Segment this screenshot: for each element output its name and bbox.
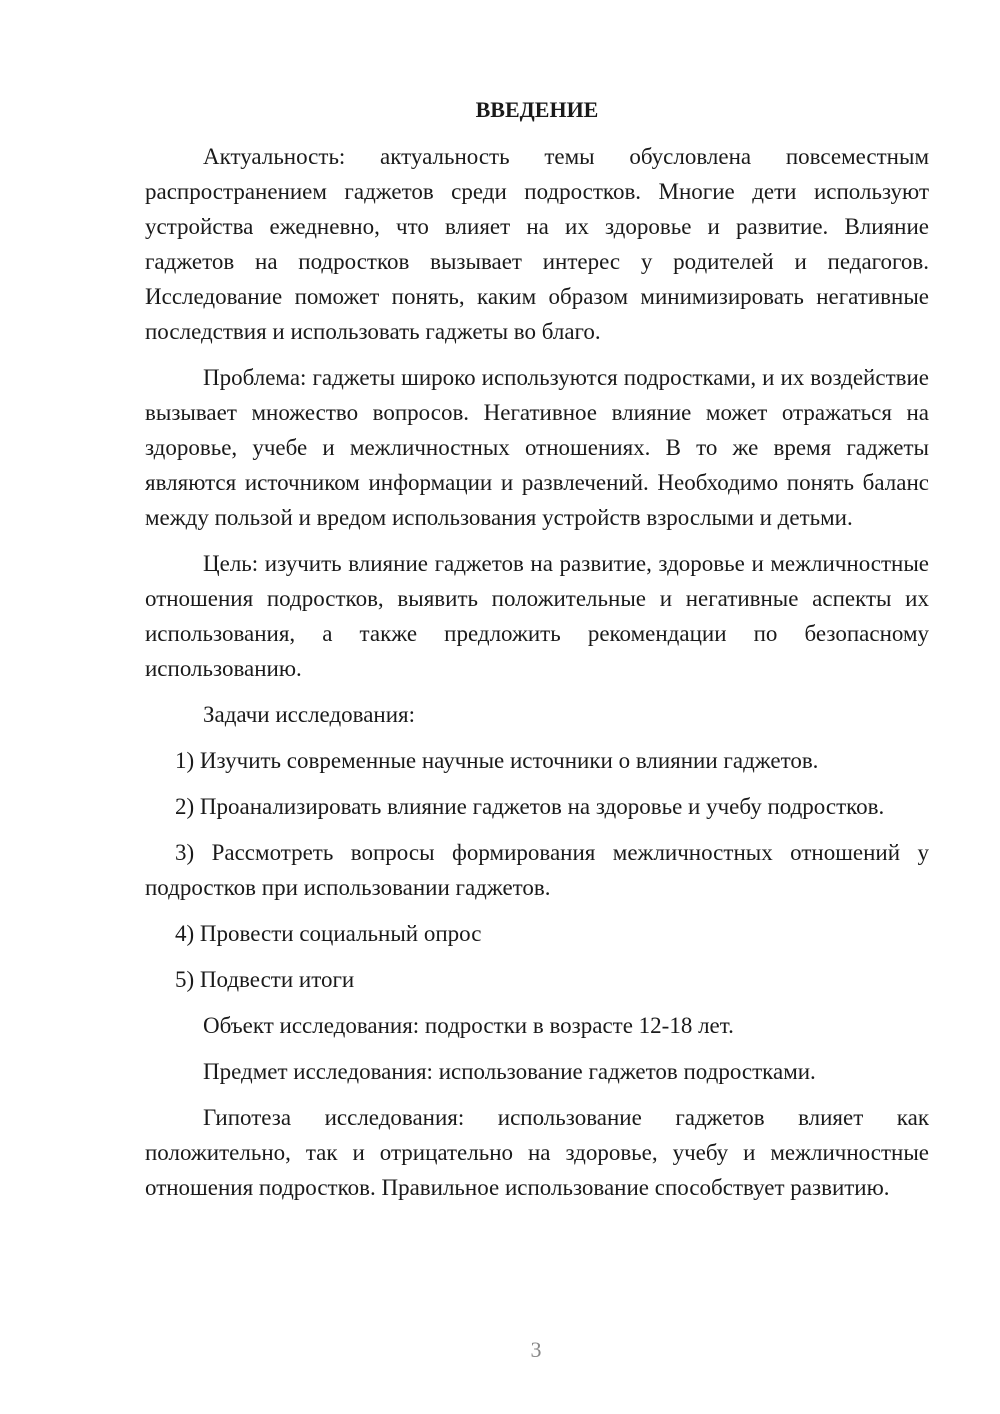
tasks-list xyxy=(145,743,929,997)
document-body xyxy=(145,92,929,1216)
list-item: 1) Изучить современные научные источники о влиянии гаджетов. xyxy=(175,748,819,773)
page-title: ВВЕДЕНИЕ xyxy=(475,97,599,122)
paragraph-subject: Предмет исследования: использование гаджетов подростками. xyxy=(203,1059,816,1084)
paragraph-goal: Цель: изучить влияние гаджетов на развитие, здоровье и межличностные отношения подростков, выявить положительные и негативные аспекты их использования, а также предложить рекомендации по безопасному использованию. xyxy=(145,551,929,681)
tasks-heading: Задачи исследования: xyxy=(203,702,416,727)
paragraph-hypothesis: Гипотеза исследования: использование гаджетов влияет как положительно, так и отрицательно на здоровье, учебу и межличностные отношения подростков. Правильное использование способствует развитию. xyxy=(145,1105,929,1200)
list-item: 3) Рассмотреть вопросы формирования межличностных отношений у подростков при использовании гаджетов. xyxy=(145,840,929,900)
paragraph-relevance: Актуальность: актуальность темы обусловлена повсеместным распространением гаджетов среди подростков. Многие дети используют устройства ежедневно, что влияет на их здоровье и развитие. Влияние гаджетов на подростков вызывает интерес у родителей и педагогов. Исследование поможет понять, каким образом минимизировать негативные последствия и использовать гаджеты во благо. xyxy=(145,144,929,344)
list-item: 2) Проанализировать влияние гаджетов на здоровье и учебу подростков. xyxy=(175,794,885,819)
paragraph-problem: Проблема: гаджеты широко используются подростками, и их воздействие вызывает множество вопросов. Негативное влияние может отражаться на здоровье, учебе и межличностных отношениях. В то же время гаджеты являются источником информации и развлечений. Необходимо понять баланс между пользой и вредом использования устройств взрослыми и детьми. xyxy=(145,365,929,530)
list-item: 4) Провести социальный опрос xyxy=(175,921,482,946)
list-item: 5) Подвести итоги xyxy=(175,967,355,992)
page-number: 3 xyxy=(530,1337,542,1362)
paragraph-object: Объект исследования: подростки в возрасте 12-18 лет. xyxy=(203,1013,734,1038)
